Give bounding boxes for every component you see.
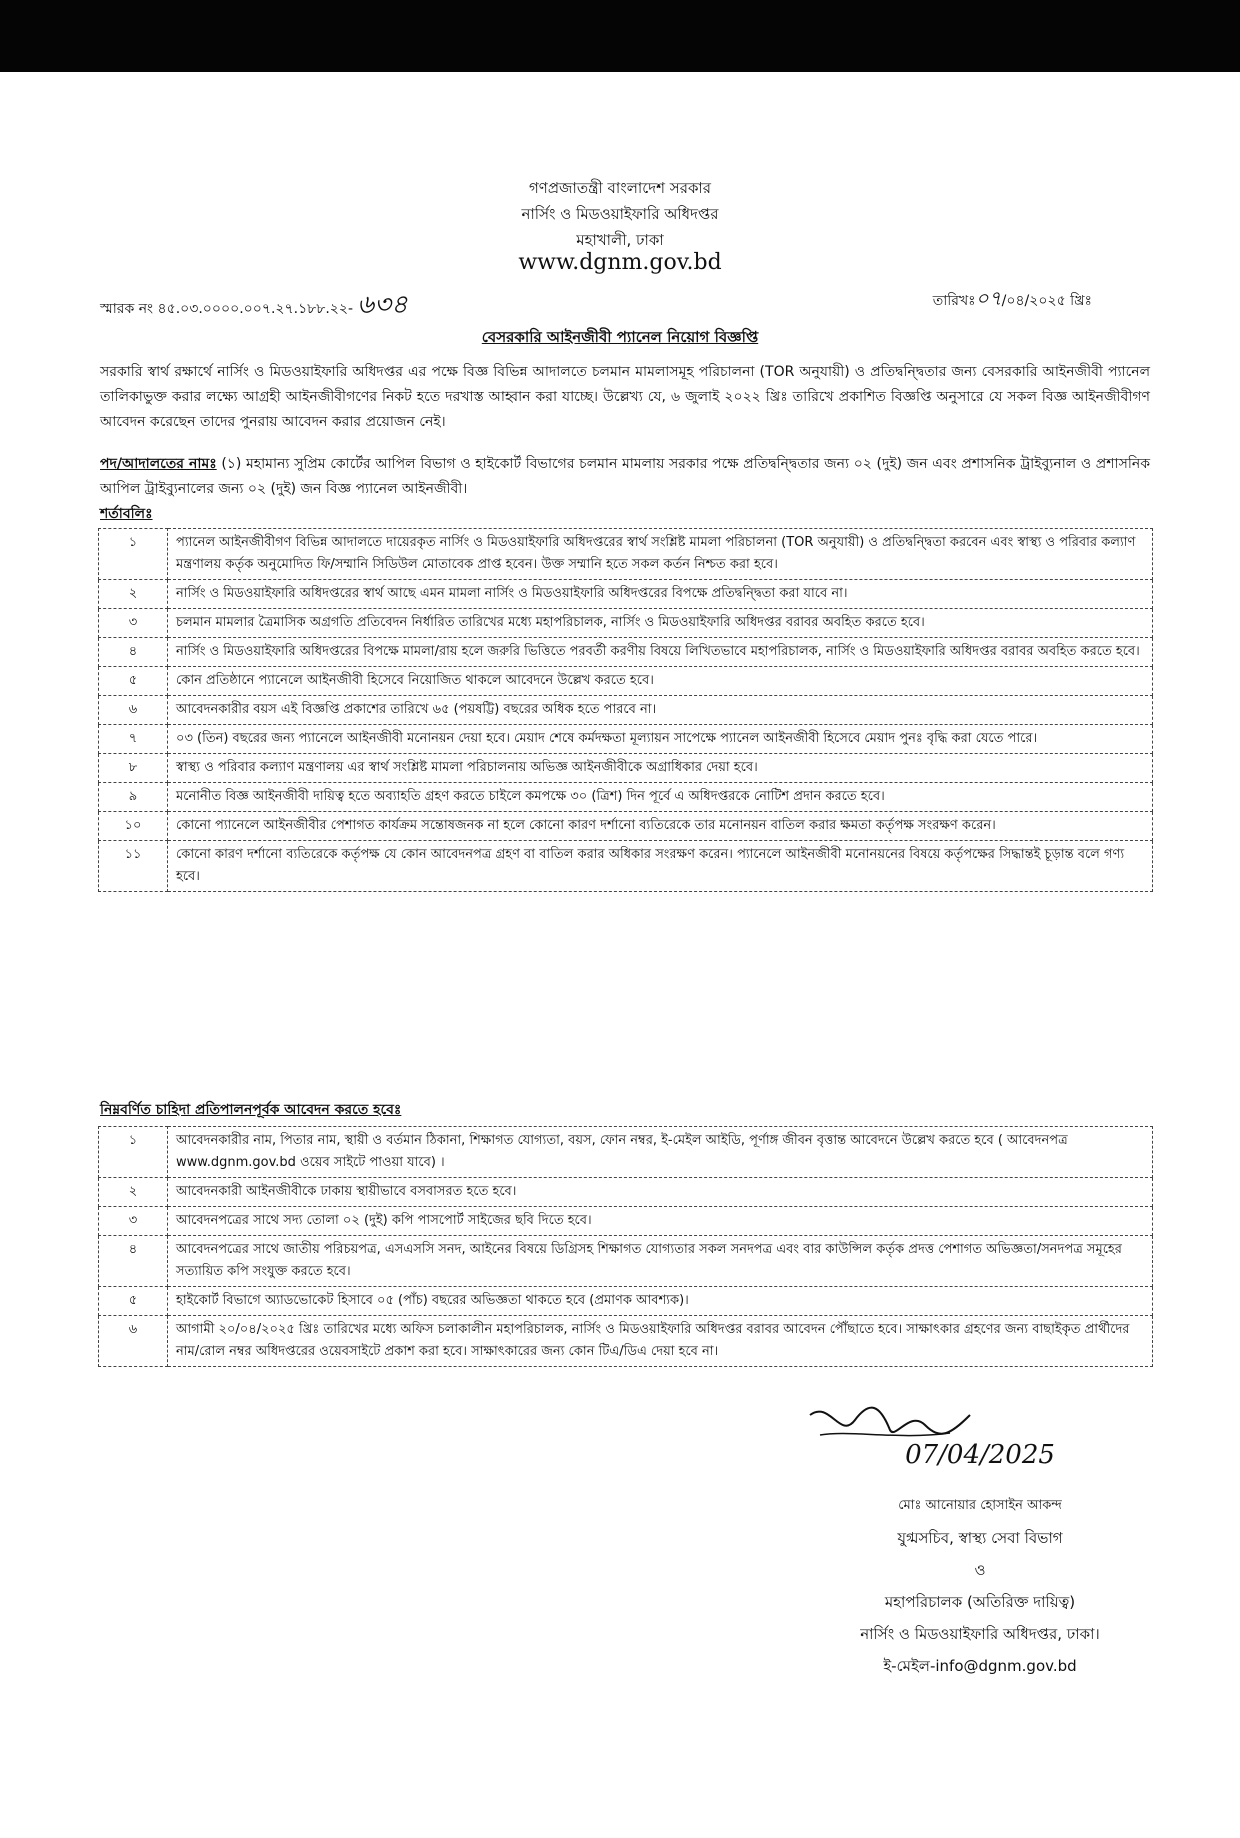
conditions-heading: শর্তাবলিঃ xyxy=(100,506,153,522)
item-text: কোনো প্যানেলে আইনজীবীর পেশাগত কার্যক্রম সন্তোষজনক না হলে কোনো কারণ দর্শানো ব্যতিরেকে তার মনোনয়ন বাতিল করার ক্ষমতা কর্তৃপক্ষ সংরক্ষণ করেন। xyxy=(168,812,1153,841)
item-number: ৩ xyxy=(99,609,168,638)
item-text: চলমান মামলার ত্রৈমাসিক অগ্রগতি প্রতিবেদন নির্ধারিত তারিখের মধ্যে মহাপরিচালক, নার্সিং ও মিডওয়াইফারি অধিদপ্তর বরাবর অবহিত করতে হবে। xyxy=(168,609,1153,638)
website-text: www.dgnm.gov.bd xyxy=(518,250,722,275)
table-row xyxy=(99,783,1153,812)
item-text: স্বাস্থ্য ও পরিবার কল্যাণ মন্ত্রণালয় এর স্বার্থ সংশ্লিষ্ট মামলা পরিচালনায় অভিজ্ঞ আইনজীবীকে অগ্রাধিকার দেয়া হবে। xyxy=(168,754,1153,783)
post-paragraph xyxy=(100,452,1150,502)
requirements-heading: নিম্নবর্ণিত চাহিদা প্রতিপালনপূর্বক আবেদন করতে হবেঃ xyxy=(100,1102,402,1118)
post-label: পদ/আদালতের নামঃ xyxy=(100,456,217,472)
item-number: ৫ xyxy=(99,1287,168,1316)
scan-top-bar xyxy=(0,0,1240,72)
table-row xyxy=(99,1316,1153,1367)
item-text: প্যানেল আইনজীবীগণ বিভিন্ন আদালতে দায়েরকৃত নার্সিং ও মিডওয়াইফারি অধিদপ্তরের স্বার্থ সংশ্লিষ্ট মামলা পরিচালনা (TOR অনুযায়ী) ও প্রতিদ্বন্দ্বিতা করবেন এবং স্বাস্থ্য ও পরিবার কল্যাণ মন্ত্রণালয় কর্তৃক অনুমোদিত ফি/সম্মানি সিডিউল মোতাবেক প্রাপ্ত হবেন। উক্ত সম্মানি হতে সকল কর্তন নিশ্চত করা হবে। xyxy=(168,529,1153,580)
table-row xyxy=(99,841,1153,892)
item-number: ৯ xyxy=(99,783,168,812)
conditions-table xyxy=(98,528,1153,892)
signatory-organization: নার্সিং ও মিডওয়াইফারি অধিদপ্তর, ঢাকা। xyxy=(860,1625,1100,1643)
table-row xyxy=(99,529,1153,580)
memo-number: ৬৩৪ xyxy=(357,290,408,320)
item-text: মনোনীত বিজ্ঞ আইনজীবী দায়িত্ব হতে অব্যাহতি গ্রহণ করতে চাইলে কমপক্ষে ৩০ (ত্রিশ) দিন পূর্বে এ অধিদপ্তরকে নোটিশ প্রদান করতে হবে। xyxy=(168,783,1153,812)
item-number: ১১ xyxy=(99,841,168,892)
item-text: আবেদনকারীর নাম, পিতার নাম, স্থায়ী ও বর্তমান ঠিকানা, শিক্ষাগত যোগ্যতা, বয়স, ফোন নম্বর, ই-মেইল আইডি, পূর্ণাঙ্গ জীবন বৃত্তান্ত আবেদনে উল্লেখ করতে হবে ( আবেদনপত্র www.dgnm.gov.bd ওয়েব সাইটে পাওয়া যাবে) । xyxy=(168,1127,1153,1178)
signatory-email: ই-মেইল-info@dgnm.gov.bd xyxy=(883,1657,1077,1675)
item-number: ৫ xyxy=(99,667,168,696)
signature-date: 07/04/2025 xyxy=(905,1440,1055,1470)
item-number: ৮ xyxy=(99,754,168,783)
directorate-name: নার্সিং ও মিডওয়াইফারি অধিদপ্তর xyxy=(521,205,719,223)
table-row xyxy=(99,667,1153,696)
intro-paragraph: সরকারি স্বার্থ রক্ষার্থে নার্সিং ও মিডওয়াইফারি অধিদপ্তর এর পক্ষে বিজ্ঞ বিভিন্ন আদালতে চলমান মামলাসমূহ পরিচালনা (TOR অনুযায়ী) ও প্রতিদ্বন্দ্বিতার জন্য বেসরকারি আইনজীবী প্যানেল তালিকাভুক্ত করার লক্ষ্যে আগ্রহী আইনজীবীগণের নিকট হতে দরখাস্ত আহ্বান করা যাচ্ছে। উল্লেখ্য যে, ৬ জুলাই ২০২২ খ্রিঃ তারিখে প্রকাশিত বিজ্ঞপ্তি অনুসারে যে সকল বিজ্ঞ আইনজীবীগণ আবেদন করেছেন তাদের পুনরায় আবেদন করার প্রয়োজন নেই। xyxy=(100,364,1150,430)
post-text: (১) মহামান্য সুপ্রিম কোর্টের আপিল বিভাগ ও হাইকোর্ট বিভাগের চলমান মামলায় সরকার পক্ষে প্রতিদ্বন্দ্বিতার জন্য ০২ (দুই) জন এবং প্রশাসনিক ট্রাইব্যুনাল ও প্রশাসনিক আপিল ট্রাইব্যুনালের জন্য ০২ (দুই) জন বিজ্ঞ প্যানেল আইনজীবী। xyxy=(100,456,1150,497)
memo-reference xyxy=(100,284,408,328)
table-row xyxy=(99,609,1153,638)
item-text: কোন প্রতিষ্ঠানে প্যানেলে আইনজীবী হিসেবে নিয়োজিত থাকলে আবেদনে উল্লেখ করতে হবে। xyxy=(168,667,1153,696)
notice-title: বেসরকারি আইনজীবী প্যানেল নিয়োগ বিজ্ঞপ্তি xyxy=(481,328,759,346)
table-row xyxy=(99,696,1153,725)
item-number: ৪ xyxy=(99,638,168,667)
date-label: তারিখঃ xyxy=(932,293,976,309)
requirements-table xyxy=(98,1126,1153,1367)
table-row xyxy=(99,1207,1153,1236)
table-row xyxy=(99,638,1153,667)
item-number: ৩ xyxy=(99,1207,168,1236)
table-row xyxy=(99,580,1153,609)
item-text: আবেদনকারীর বয়স এই বিজ্ঞপ্তি প্রকাশের তারিখে ৬৫ (পয়ষট্টি) বছরের অধিক হতে পারবে না। xyxy=(168,696,1153,725)
signatory-conjunction: ও xyxy=(974,1561,986,1579)
notice-date xyxy=(933,284,1092,317)
item-number: ৬ xyxy=(99,696,168,725)
item-text: নার্সিং ও মিডওয়াইফারি অধিদপ্তরের বিপক্ষে মামলা/রায় হলে জরুরি ভিত্তিতে পরবর্তী করণীয় বিষয়ে লিখিতভাবে মহাপরিচালক, নার্সিং ও মিডওয়াইফারি অধিদপ্তর বরাবর অবহিত করতে হবে। xyxy=(168,638,1153,667)
office-address: মহাখালী, ঢাকা xyxy=(576,231,664,249)
item-text: আবেদনকারী আইনজীবীকে ঢাকায় স্থায়ীভাবে বসবাসরত হতে হবে। xyxy=(168,1178,1153,1207)
table-row xyxy=(99,725,1153,754)
signatory-name: মোঃ আনোয়ার হোসাইন আকন্দ xyxy=(898,1498,1062,1513)
table-row xyxy=(99,1178,1153,1207)
table-row xyxy=(99,1287,1153,1316)
date-day: ০৭ xyxy=(975,286,1002,310)
item-number: ৬ xyxy=(99,1316,168,1367)
table-row xyxy=(99,812,1153,841)
table-row xyxy=(99,1127,1153,1178)
item-number: ২ xyxy=(99,580,168,609)
item-number: ৪ xyxy=(99,1236,168,1287)
signatory-designation-2: মহাপরিচালক (অতিরিক্ত দায়িত্ব) xyxy=(884,1593,1076,1611)
item-text: নার্সিং ও মিডওয়াইফারি অধিদপ্তরের স্বার্থ আছে এমন মামলা নার্সিং ও মিডওয়াইফারি অধিদপ্তরের বিপক্ষে প্রতিদ্বন্দ্বিতা করা যাবে না। xyxy=(168,580,1153,609)
date-rest: /০৪/২০২৫ খ্রিঃ xyxy=(1001,293,1092,309)
item-text: আগামী ২০/০৪/২০২৫ খ্রিঃ তারিখের মধ্যে অফিস চলাকালীন মহাপরিচালক, নার্সিং ও মিডওয়াইফারি অধিদপ্তর বরাবর আবেদন পৌঁছাতে হবে। সাক্ষাৎকার গ্রহণের জন্য বাছাইকৃত প্রার্থীদের নাম/রোল নম্বর অধিদপ্তরের ওয়েবসাইটে প্রকাশ করা হবে। সাক্ষাৎকারের জন্য কোন টিএ/ডিএ দেয়া হবে না। xyxy=(168,1316,1153,1367)
item-number: ২ xyxy=(99,1178,168,1207)
item-text: কোনো কারণ দর্শানো ব্যতিরেকে কর্তৃপক্ষ যে কোন আবেদনপত্র গ্রহণ বা বাতিল করার অধিকার সংরক্ষণ করেন। প্যানেলে আইনজীবী মনোনয়নের বিষয়ে কর্তৃপক্ষের সিদ্ধান্তই চূড়ান্ত বলে গণ্য হবে। xyxy=(168,841,1153,892)
signatory-designation-1: যুগ্মসচিব, স্বাস্থ্য সেবা বিভাগ xyxy=(897,1529,1063,1547)
govt-name: গণপ্রজাতন্ত্রী বাংলাদেশ সরকার xyxy=(528,179,712,197)
table-row xyxy=(99,1236,1153,1287)
item-number: ১ xyxy=(99,529,168,580)
item-number: ১ xyxy=(99,1127,168,1178)
table-row xyxy=(99,754,1153,783)
item-text: ০৩ (তিন) বছরের জন্য প্যানেলে আইনজীবী মনোনয়ন দেয়া হবে। মেয়াদ শেষে কর্মদক্ষতা মূল্যায়ন সাপেক্ষে প্যানেল আইনজীবী হিসেবে মেয়াদ পুনঃ বৃদ্ধি করা যেতে পারে। xyxy=(168,725,1153,754)
item-text: আবেদনপত্রের সাথে জাতীয় পরিচয়পত্র, এসএসসি সনদ, আইনের বিষয়ে ডিগ্রিসহ শিক্ষাগত যোগ্যতার সকল সনদপত্র এবং বার কাউন্সিল কর্তৃক প্রদত্ত পেশাগত অভিজ্ঞতা/সনদপত্র সমূহের সত্যায়িত কপি সংযুক্ত করতে হবে। xyxy=(168,1236,1153,1287)
memo-label: স্মারক নং ৪৫.০৩.০০০০.০০৭.২৭.১৮৮.২২- xyxy=(100,301,354,317)
item-text: হাইকোর্ট বিভাগে অ্যাডভোকেট হিসাবে ০৫ (পাঁচ) বছরের অভিজ্ঞতা থাকতে হবে (প্রমাণক আবশ্যক)। xyxy=(168,1287,1153,1316)
item-number: ১০ xyxy=(99,812,168,841)
item-number: ৭ xyxy=(99,725,168,754)
item-text: আবেদনপত্রের সাথে সদ্য তোলা ০২ (দুই) কপি পাসপোর্ট সাইজের ছবি দিতে হবে। xyxy=(168,1207,1153,1236)
